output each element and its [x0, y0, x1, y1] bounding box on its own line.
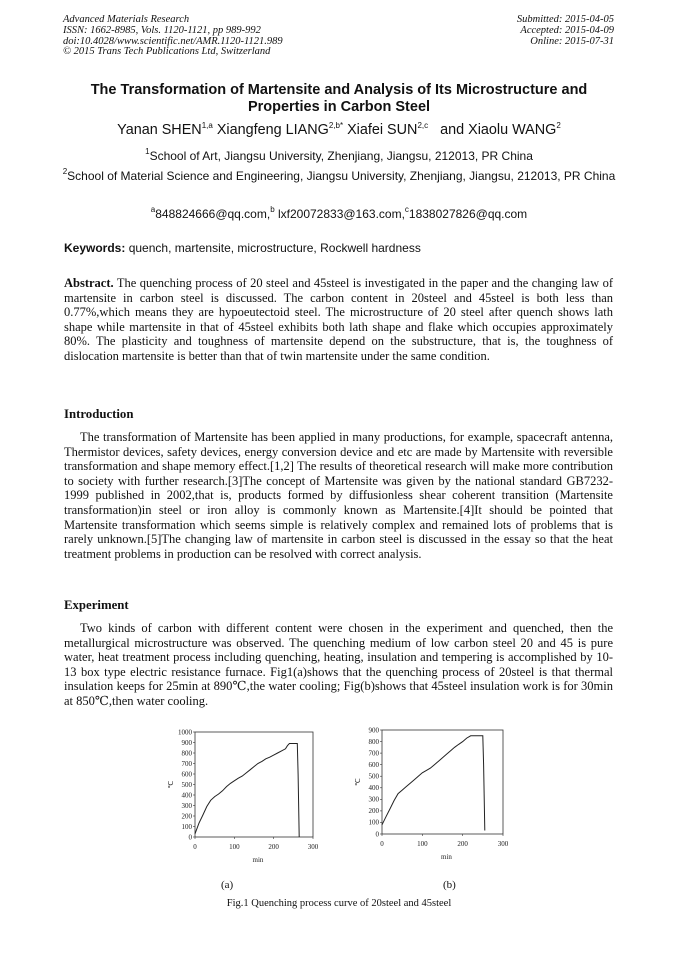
introduction-heading: Introduction	[64, 407, 134, 421]
y-tick-label: 300	[368, 795, 379, 804]
y-tick-label: 900	[368, 726, 379, 735]
author-name: Yanan SHEN	[117, 122, 202, 138]
chart-a-plot	[155, 724, 335, 869]
y-tick-label: 800	[181, 749, 192, 758]
x-tick-label: 0	[193, 843, 197, 851]
y-tick-label: 0	[188, 833, 192, 842]
submitted-date: Submitted: 2015-04-05	[516, 14, 614, 25]
affiliation-1	[60, 148, 618, 164]
x-axis-label: min	[441, 853, 452, 861]
title-line-1: The Transformation of Martensite and Analysis of Its Microstructure and	[90, 82, 588, 98]
abstract-text: The quenching process of 20 steel and 45steel is investigated in the paper and the changing law of martensite in carbon steel is discussed. The carbon content in 20steel and 45steel is both less than 0.77%,which means they are hypoeutectoid steel. The microstructure of 20 steel after quench shows lath shape while martensite in that of 45steel exhibits both lath shape and flake which occupies approximately 80%. The plasticity and toughness of martensite depend on the substructure, that is, the toughness of dislocation martensite is better than that of twin martensite under the same condition.	[64, 276, 613, 363]
temperature-series-line	[382, 736, 485, 831]
doi-line: doi:10.4028/www.scientific.net/AMR.1120-1121.989	[63, 35, 283, 47]
journal-name: Advanced Materials Research	[63, 14, 190, 25]
experiment-text: Two kinds of carbon with different content were chosen in the experiment and quenched, then the metallurgical microstructure was observed. The quenching medium of low carbon steel 20 and 45 is pure water, heat treatment process including quenching, heating, insulation and tempering is accomplished by 10-13 box type electric resistance furnace. Fig1(a)shows that the quenching process of 20steel is that thermal insulation keeps for 25min at 890℃,the water cooling; Fig(b)shows that 45steel insulation work is for 30min at 850℃,then water cooling.	[64, 621, 613, 708]
y-tick-label: 300	[181, 801, 192, 810]
y-tick-label: 500	[181, 780, 192, 789]
y-tick-label: 600	[181, 770, 192, 779]
y-tick-label: 0	[375, 830, 379, 839]
x-tick-label: 200	[268, 843, 279, 851]
chart-a	[155, 724, 335, 869]
affiliation-text: School of Art, Jiangsu University, Zhenjiang, Jiangsu, 212013, PR China	[149, 149, 533, 163]
affiliation-text: School of Material Science and Engineering, Jiangsu University, Zhenjiang, Jiangsu, 212013, PR China	[67, 169, 616, 183]
y-tick-label: 800	[368, 737, 379, 746]
email-sup: c	[404, 205, 409, 214]
keywords-label: Keywords:	[64, 241, 126, 255]
chart-b-plot	[345, 724, 525, 869]
author-sup: 2,c	[417, 121, 429, 130]
y-tick-label: 400	[368, 784, 379, 793]
affiliation-sup: 2	[62, 167, 68, 176]
keywords-text: quench, martensite, microstructure, Rockwell hardness	[125, 241, 421, 255]
y-axis-label: ℃	[354, 778, 362, 786]
online-date: Online: 2015-07-31	[530, 35, 614, 47]
email-link[interactable]: 848824666@qq.com,	[155, 207, 271, 221]
accepted-date: Accepted: 2015-04-09	[520, 24, 614, 36]
journal-header	[63, 15, 283, 58]
y-tick-label: 500	[368, 772, 379, 781]
affiliation-2	[60, 168, 618, 184]
issn-line: ISSN: 1662-8985, Vols. 1120-1121, pp 989-992	[63, 24, 261, 36]
title-line-2: Properties in Carbon Steel	[247, 99, 431, 115]
x-tick-label: 300	[497, 840, 509, 848]
author-list	[40, 121, 638, 139]
copyright-line: © 2015 Trans Tech Publications Ltd, Switzerland	[63, 46, 271, 58]
email-link[interactable]: 1838027826@qq.com	[408, 207, 528, 221]
paper-title	[50, 82, 628, 116]
email-sup: a	[150, 205, 156, 214]
author-name: and Xiaolu WANG	[440, 122, 557, 138]
y-tick-label: 100	[368, 818, 379, 827]
y-tick-label: 200	[181, 812, 192, 821]
y-tick-label: 700	[368, 749, 379, 758]
y-axis-label: ℃	[167, 780, 175, 789]
author-sup: 2	[556, 121, 561, 130]
chart-b	[345, 724, 525, 869]
temperature-series-line	[195, 744, 299, 838]
plot-frame	[195, 732, 313, 837]
author-name: Xiangfeng LIANG	[216, 122, 329, 138]
y-tick-label: 600	[368, 760, 379, 769]
author-sup: 1,a	[201, 121, 213, 130]
email-link[interactable]: lxf20072833@163.com,	[274, 207, 405, 221]
email-sup: b	[270, 205, 275, 214]
subfigure-label-b: (b)	[443, 879, 456, 891]
x-tick-label: 200	[457, 840, 468, 848]
author-sup: 2,b*	[328, 121, 344, 130]
keywords	[64, 241, 624, 255]
y-tick-label: 900	[181, 738, 192, 747]
affiliation-sup: 1	[145, 147, 150, 156]
x-tick-label: 300	[307, 843, 319, 851]
x-tick-label: 100	[417, 840, 428, 848]
author-name: Xiafei SUN	[347, 122, 418, 138]
x-tick-label: 0	[380, 840, 384, 848]
x-axis-label: min	[252, 856, 264, 864]
y-tick-label: 200	[368, 807, 379, 816]
experiment-heading: Experiment	[64, 598, 129, 612]
dates-header	[517, 15, 614, 47]
y-tick-label: 400	[181, 791, 192, 800]
x-tick-label: 100	[229, 843, 240, 851]
y-tick-label: 1000	[178, 728, 192, 737]
y-tick-label: 700	[181, 759, 192, 768]
email-list	[40, 206, 638, 222]
subfigure-label-a: (a)	[221, 879, 234, 891]
figure-caption: Fig.1 Quenching process curve of 20steel and 45steel	[226, 898, 452, 909]
introduction-text: The transformation of Martensite has been applied in many productions, for example, spacecraft antenna, Thermistor devices, safety devices, energy conversion device and etc are made by Martensite with reversible transformation and shape memory effect.[1,2] The results of theoretical research will make more contribution to society with further research.[3]The concept of Martensite was given by the national standard GB7232-1999 published in 2002,that is, products formed by diffusionless shear coherent transition (Martensite transformation)in steel or iron alloy is commonly known as Martensite.[4]It should be pointed that Martensite transformation which seems simple is relatively complex and remained lots of problems that is rarely unknown.[5]The changing law of martensite in carbon steel is discussed in the essay so that the heat treatment problems in production can be resolved with correct analysis.	[64, 430, 613, 561]
y-tick-label: 100	[181, 822, 192, 831]
abstract-label: Abstract.	[64, 276, 114, 290]
abstract	[64, 276, 613, 364]
